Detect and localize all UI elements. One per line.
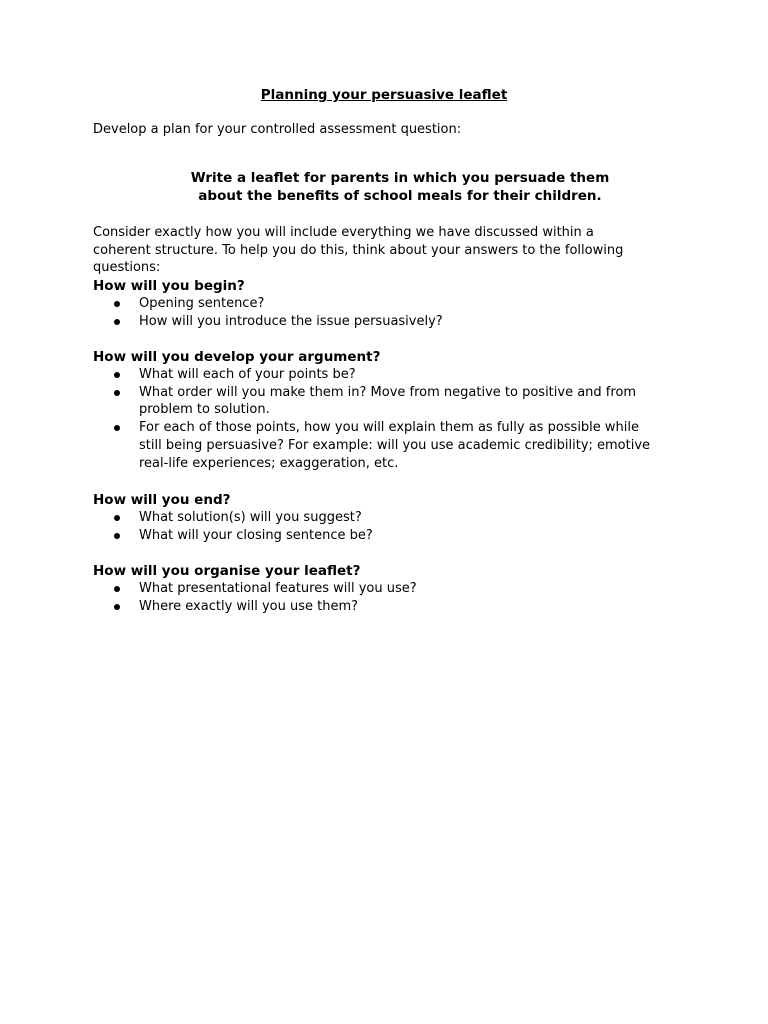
bullet-icon (114, 390, 120, 396)
section-heading: How will you develop your argument? (93, 349, 381, 365)
list-item (93, 527, 663, 545)
list-item-text: What will your closing sentence be? (139, 527, 373, 543)
bullet-list (93, 295, 663, 330)
intro-text: Develop a plan for your controlled assessment question: (93, 122, 462, 137)
section-begin (93, 277, 663, 330)
bullet-list (93, 580, 663, 615)
list-item (93, 509, 663, 527)
bullet-list (93, 509, 663, 544)
bullet-icon (114, 515, 120, 521)
document-title: Planning your persuasive leaflet (260, 87, 508, 103)
bullet-icon (114, 372, 120, 378)
section-heading: How will you organise your leaflet? (93, 563, 361, 579)
list-item-text: How will you introduce the issue persuasively? (139, 313, 443, 329)
list-item-text: What order will you make them in? Move from negative to positive and from problem to solution. (139, 384, 637, 418)
bullet-icon (114, 301, 120, 307)
bullet-icon (114, 586, 120, 592)
assessment-question (150, 170, 650, 205)
list-item (93, 313, 663, 331)
question-line-2: about the benefits of school meals for their children. (198, 187, 602, 204)
list-item (93, 598, 663, 616)
list-item (93, 366, 663, 384)
list-item-text: For each of those points, how you will explain them as fully as possible while still being persuasive? For example: will you use academic credibility; emotive real-life experiences; exaggeration, etc. (139, 420, 651, 471)
list-item-text: Where exactly will you use them? (139, 598, 359, 614)
section-organise (93, 562, 663, 615)
list-item-text: What will each of your points be? (139, 367, 356, 382)
list-item-text: What presentational features will you use? (139, 581, 417, 596)
list-item (93, 419, 663, 472)
section-develop (93, 348, 663, 472)
list-item (93, 384, 663, 419)
bullet-icon (114, 319, 120, 325)
bullet-list (93, 366, 663, 472)
instructions-paragraph: Consider exactly how you will include everything we have discussed within a coherent structure. To help you do this, think about your answers to the following questions: (93, 225, 624, 276)
bullet-icon (114, 425, 120, 431)
section-heading: How will you end? (93, 492, 231, 508)
list-item (93, 295, 663, 313)
list-item-text: What solution(s) will you suggest? (139, 510, 362, 525)
bullet-icon (114, 533, 120, 539)
section-end (93, 491, 663, 544)
section-heading: How will you begin? (93, 278, 245, 294)
bullet-icon (114, 604, 120, 610)
list-item-text: Opening sentence? (139, 296, 265, 311)
list-item (93, 580, 663, 598)
question-line-1: Write a leaflet for parents in which you persuade them (190, 170, 610, 186)
